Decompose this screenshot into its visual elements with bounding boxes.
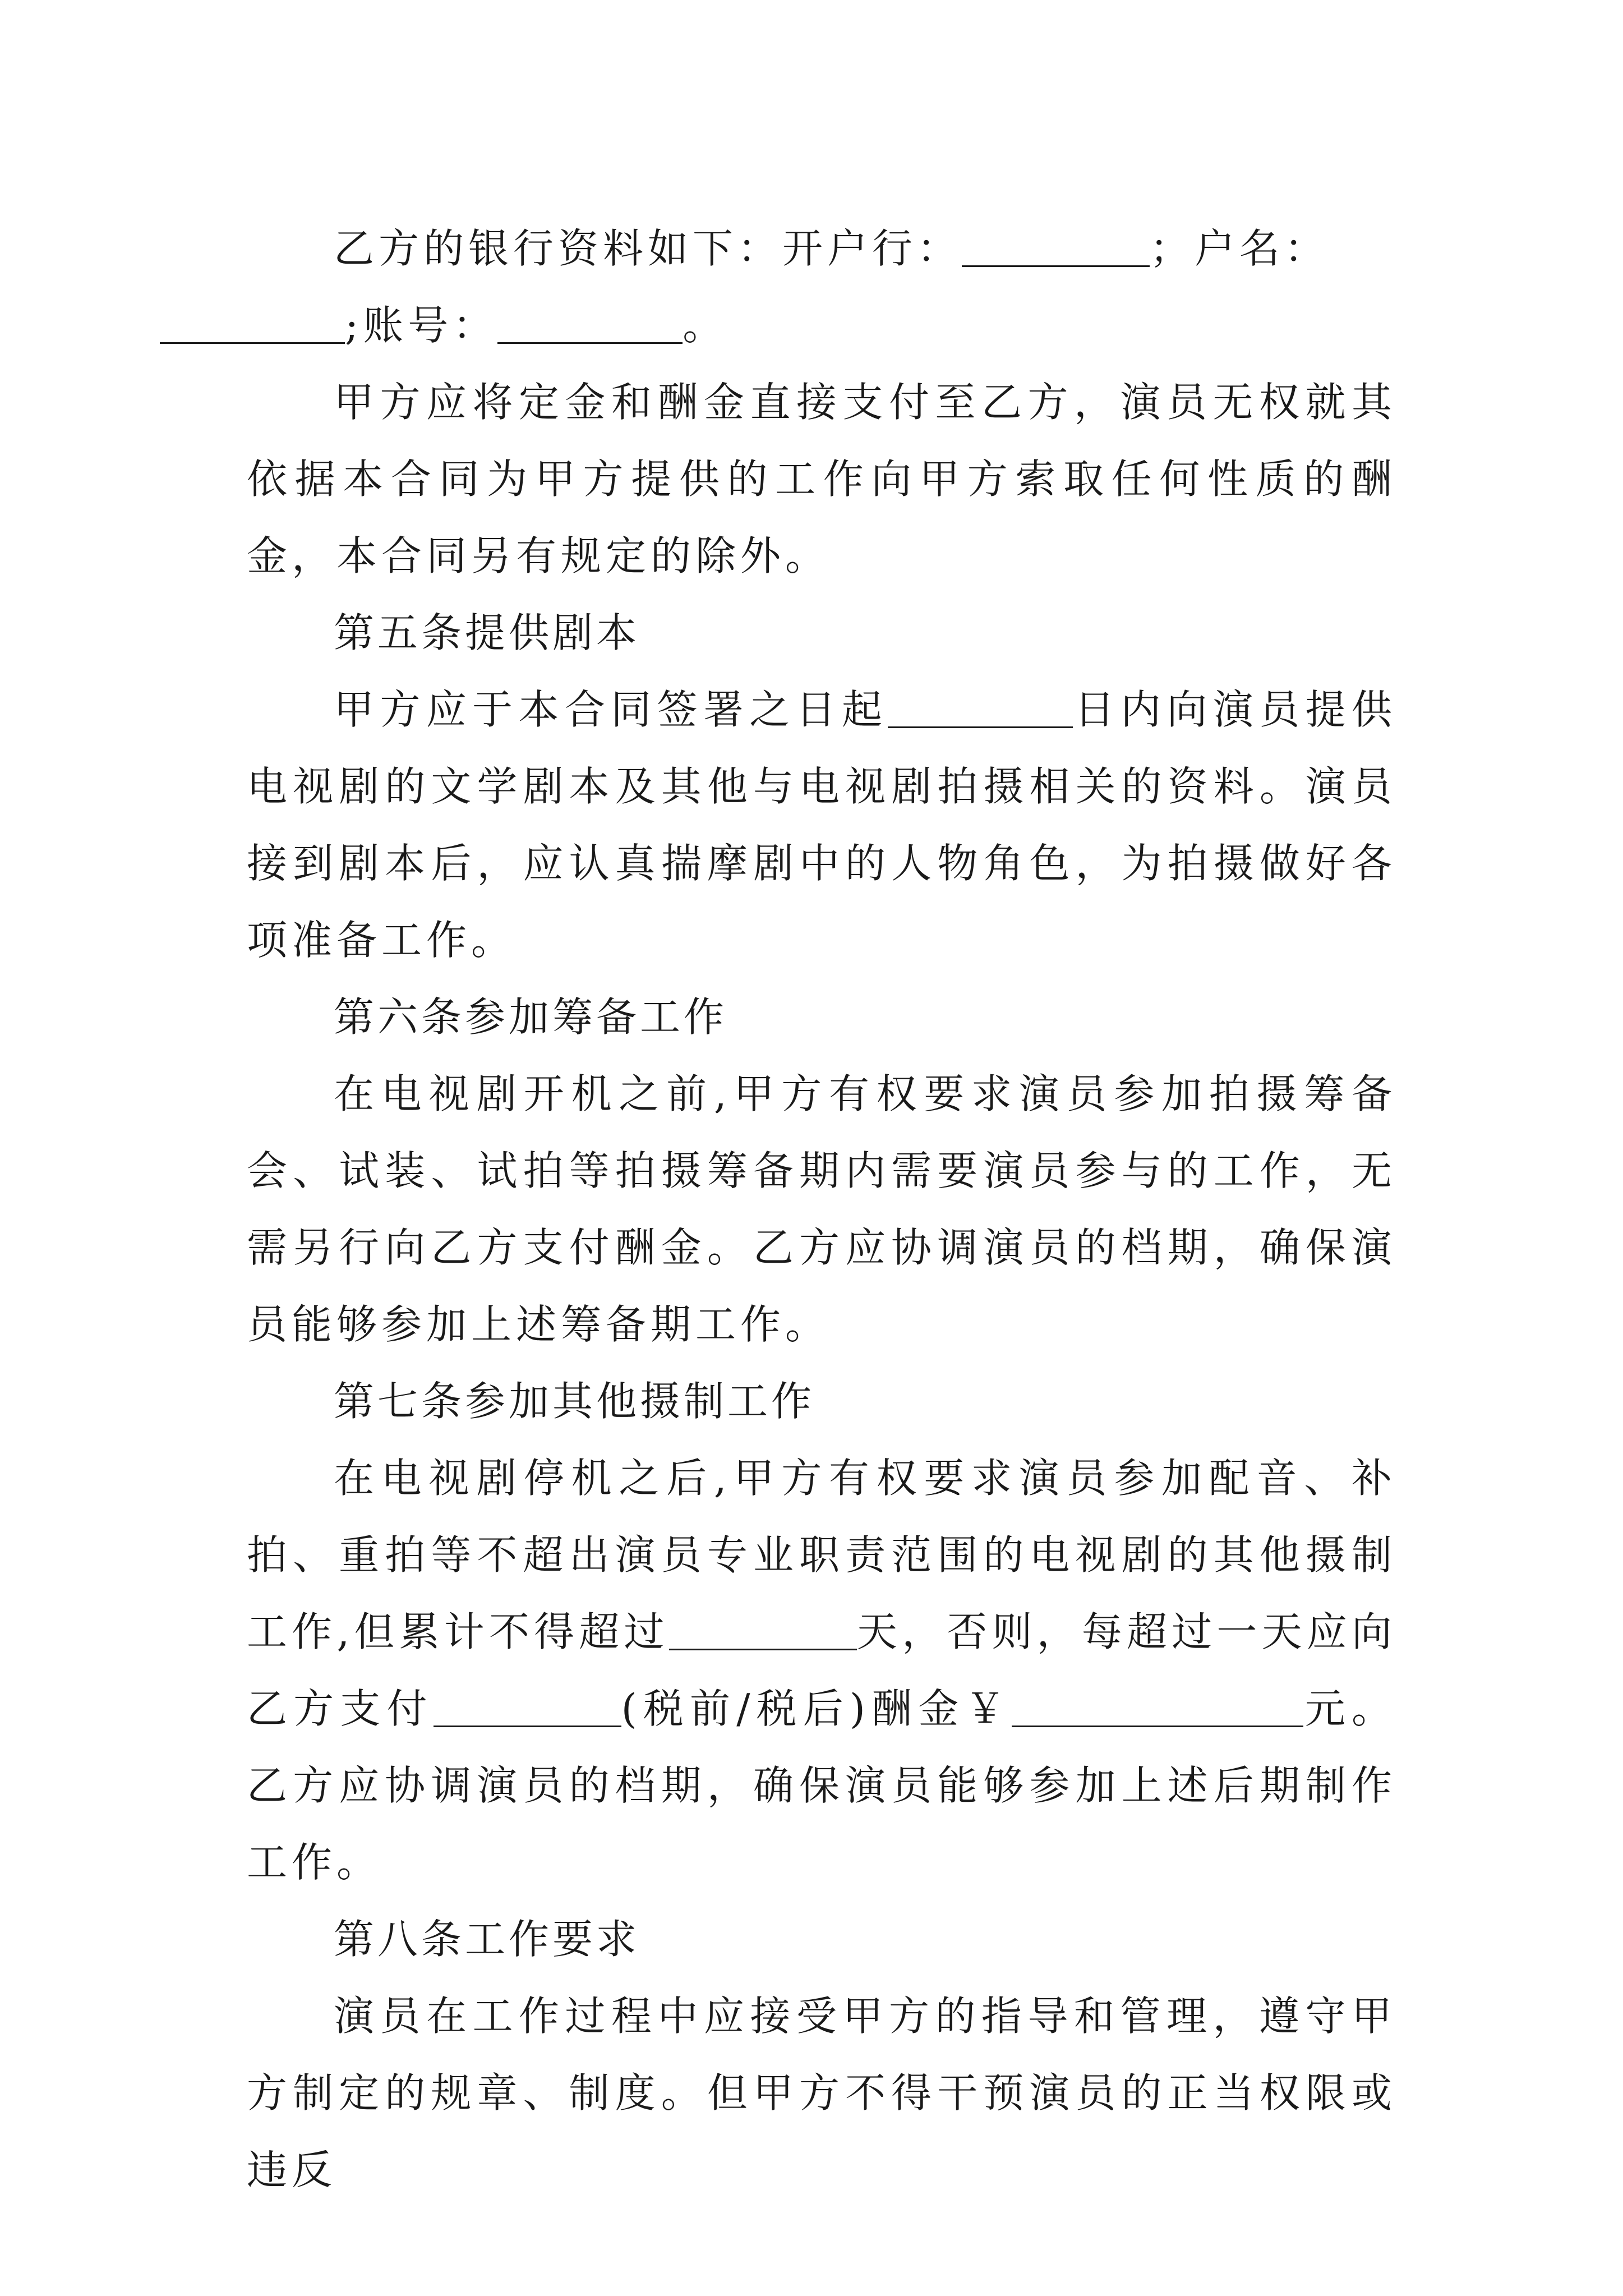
account-number-blank[interactable] (497, 302, 683, 344)
account-holder-blank[interactable] (160, 302, 345, 344)
post-production-paragraph (247, 1440, 1396, 1901)
tax-fee-label: (税前/税后)酬金￥ (621, 1685, 1012, 1732)
payment-paragraph: 甲方应将定金和酬金直接支付至乙方，演员无权就其依据本合同为甲方提供的工作向甲方索取任何性质的酬金，本合同另有规定的除外。 (247, 379, 1396, 579)
post-production-text-mid: 天，否则，每超过一天应向乙方支付 (247, 1608, 1396, 1732)
work-requirements-paragraph: 演员在工作过程中应接受甲方的指导和管理，遵守甲方制定的规章、制度。但甲方不得干预演员的正当权限或违反 (247, 1993, 1396, 2193)
article-7-heading: 第七条参加其他摄制工作 (334, 1378, 815, 1425)
bank-info-end: 。 (683, 302, 728, 349)
article-6-heading: 第六条参加筹备工作 (334, 993, 728, 1041)
account-number-label: ;账号： (345, 302, 498, 349)
post-production-text-start: 在电视剧停机之后,甲方有权要求演员参加配音、补拍、重拍等不超出演员专业职责范围的电视剧的其他摄制工作,但累计不得超过 (247, 1455, 1396, 1655)
document-body (247, 210, 1396, 2208)
article-8-heading: 第八条工作要求 (334, 1916, 640, 1963)
script-paragraph (247, 671, 1396, 979)
article-5-heading: 第五条提供剧本 (334, 609, 640, 656)
max-days-blank[interactable] (669, 1608, 857, 1650)
daily-fee-blank[interactable] (434, 1685, 621, 1727)
script-days-blank[interactable] (888, 686, 1073, 728)
bank-name-blank[interactable] (962, 225, 1150, 267)
account-holder-label: ；户名： (1150, 225, 1330, 272)
script-text-end: 日内向演员提供电视剧的文学剧本及其他与电视剧拍摄相关的资料。演员接到剧本后，应认真揣摩剧中的人物角色，为拍摄做好各项准备工作。 (247, 686, 1396, 964)
post-production-text-end: 元。乙方应协调演员的档期，确保演员能够参加上述后期制作工作。 (247, 1685, 1396, 1886)
script-text-start: 甲方应于本合同签署之日起 (334, 686, 888, 733)
bank-info-text: 乙方的银行资料如下：开户行： (334, 225, 962, 272)
bank-info-paragraph (247, 210, 1396, 364)
preparation-paragraph: 在电视剧开机之前,甲方有权要求演员参加拍摄筹备会、试装、试拍等拍摄筹备期内需要演员参与的工作，无需另行向乙方支付酬金。乙方应协调演员的档期，确保演员能够参加上述筹备期工作。 (247, 1070, 1396, 1348)
fee-amount-blank[interactable] (1012, 1685, 1303, 1727)
